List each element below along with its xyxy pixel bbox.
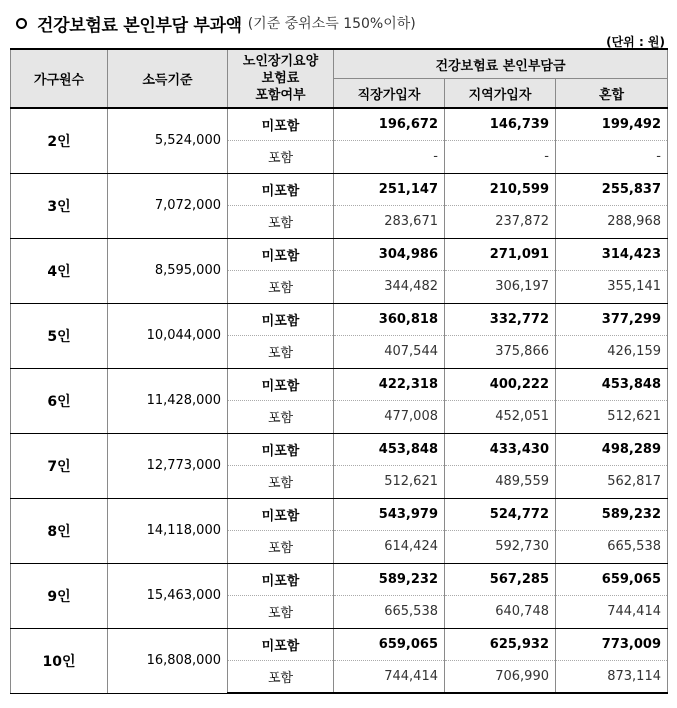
ltc-excluded-label: 미포함 — [228, 108, 334, 141]
header-employee: 직장가입자 — [334, 79, 445, 109]
premium-mixed-cell: 744,414 — [556, 596, 668, 629]
premium-employee-cell: 453,848 — [334, 433, 445, 466]
income-threshold-cell: 16,808,000 — [108, 628, 228, 693]
premium-employee-cell: 589,232 — [334, 563, 445, 596]
ltc-included-label: 포함 — [228, 206, 334, 239]
income-threshold-cell: 10,044,000 — [108, 303, 228, 368]
income-threshold-cell: 7,072,000 — [108, 173, 228, 238]
premium-regional-cell: 332,772 — [445, 303, 556, 336]
family-size-cell: 8인 — [11, 498, 108, 563]
table-row — [11, 303, 668, 336]
premium-employee-cell: 251,147 — [334, 173, 445, 206]
title-main: 건강보험료 본인부담 부과액 — [37, 15, 242, 36]
table-row — [11, 498, 668, 531]
header-mixed: 혼합 — [556, 79, 668, 109]
title-subtitle: (기준 중위소득 150%이하) — [247, 16, 416, 32]
ltc-excluded-label: 미포함 — [228, 498, 334, 531]
header-group: 건강보험료 본인부담금 — [334, 49, 668, 79]
premium-employee-cell: 360,818 — [334, 303, 445, 336]
premium-mixed-cell: 199,492 — [556, 108, 668, 141]
table-row — [11, 433, 668, 466]
premium-employee-cell: 543,979 — [334, 498, 445, 531]
income-threshold-cell: 12,773,000 — [108, 433, 228, 498]
premium-regional-cell: 146,739 — [445, 108, 556, 141]
premium-mixed-cell: 562,817 — [556, 466, 668, 499]
premium-table — [10, 48, 668, 694]
ltc-excluded-label: 미포함 — [228, 368, 334, 401]
circle-bullet-icon — [16, 18, 27, 29]
ltc-included-label: 포함 — [228, 271, 334, 304]
premium-regional-cell: 433,430 — [445, 433, 556, 466]
table-row — [11, 628, 668, 661]
premium-mixed-cell: 773,009 — [556, 628, 668, 661]
premium-employee-cell: 196,672 — [334, 108, 445, 141]
ltc-included-label: 포함 — [228, 141, 334, 174]
family-size-cell: 10인 — [11, 628, 108, 693]
premium-regional-cell: 625,932 — [445, 628, 556, 661]
premium-employee-cell: 407,544 — [334, 336, 445, 369]
ltc-included-label: 포함 — [228, 336, 334, 369]
premium-regional-cell: 271,091 — [445, 238, 556, 271]
premium-regional-cell: 237,872 — [445, 206, 556, 239]
premium-regional-cell: 452,051 — [445, 401, 556, 434]
unit-label: (단위 : 원) — [606, 35, 665, 49]
header-regional: 지역가입자 — [445, 79, 556, 109]
premium-regional-cell: 400,222 — [445, 368, 556, 401]
table-row — [11, 173, 668, 206]
family-size-cell: 4인 — [11, 238, 108, 303]
premium-employee-cell: 512,621 — [334, 466, 445, 499]
ltc-excluded-label: 미포함 — [228, 628, 334, 661]
header-income: 소득기준 — [108, 49, 228, 108]
premium-mixed-cell: 426,159 — [556, 336, 668, 369]
header-ltc-text — [243, 54, 318, 103]
premium-mixed-cell: 498,289 — [556, 433, 668, 466]
premium-mixed-cell: 665,538 — [556, 531, 668, 564]
premium-regional-cell: 706,990 — [445, 661, 556, 694]
header-ltc-line: 포함여부 — [255, 88, 306, 103]
table-row — [11, 563, 668, 596]
ltc-excluded-label: 미포함 — [228, 433, 334, 466]
family-size-cell: 6인 — [11, 368, 108, 433]
family-size-cell: 9인 — [11, 563, 108, 628]
premium-regional-cell: 489,559 — [445, 466, 556, 499]
ltc-included-label: 포함 — [228, 596, 334, 629]
premium-regional-cell: 210,599 — [445, 173, 556, 206]
premium-regional-cell: - — [445, 141, 556, 174]
header-ltc-included — [228, 49, 334, 108]
family-size-cell: 5인 — [11, 303, 108, 368]
premium-mixed-cell: 255,837 — [556, 173, 668, 206]
premium-mixed-cell: 377,299 — [556, 303, 668, 336]
ltc-included-label: 포함 — [228, 531, 334, 564]
premium-mixed-cell: 512,621 — [556, 401, 668, 434]
premium-mixed-cell: 589,232 — [556, 498, 668, 531]
income-threshold-cell: 15,463,000 — [108, 563, 228, 628]
income-threshold-cell: 14,118,000 — [108, 498, 228, 563]
ltc-included-label: 포함 — [228, 661, 334, 694]
ltc-excluded-label: 미포함 — [228, 173, 334, 206]
premium-mixed-cell: 288,968 — [556, 206, 668, 239]
premium-mixed-cell: 873,114 — [556, 661, 668, 694]
premium-regional-cell: 375,866 — [445, 336, 556, 369]
premium-regional-cell: 306,197 — [445, 271, 556, 304]
ltc-included-label: 포함 — [228, 401, 334, 434]
table-row — [11, 238, 668, 271]
premium-employee-cell: 659,065 — [334, 628, 445, 661]
premium-regional-cell: 592,730 — [445, 531, 556, 564]
premium-mixed-cell: 659,065 — [556, 563, 668, 596]
page-title — [16, 10, 416, 36]
premium-employee-cell: 614,424 — [334, 531, 445, 564]
family-size-cell: 3인 — [11, 173, 108, 238]
ltc-excluded-label: 미포함 — [228, 563, 334, 596]
premium-regional-cell: 640,748 — [445, 596, 556, 629]
premium-employee-cell: 422,318 — [334, 368, 445, 401]
premium-employee-cell: 744,414 — [334, 661, 445, 694]
premium-employee-cell: - — [334, 141, 445, 174]
premium-mixed-cell: - — [556, 141, 668, 174]
header-family: 가구원수 — [11, 49, 108, 108]
premium-mixed-cell: 355,141 — [556, 271, 668, 304]
header-ltc-line: 보험료 — [261, 71, 300, 86]
income-threshold-cell: 11,428,000 — [108, 368, 228, 433]
income-threshold-cell: 5,524,000 — [108, 108, 228, 173]
premium-regional-cell: 524,772 — [445, 498, 556, 531]
premium-employee-cell: 665,538 — [334, 596, 445, 629]
premium-mixed-cell: 453,848 — [556, 368, 668, 401]
premium-regional-cell: 567,285 — [445, 563, 556, 596]
ltc-excluded-label: 미포함 — [228, 303, 334, 336]
premium-mixed-cell: 314,423 — [556, 238, 668, 271]
family-size-cell: 2인 — [11, 108, 108, 173]
table-body — [11, 108, 668, 693]
table-row — [11, 368, 668, 401]
ltc-included-label: 포함 — [228, 466, 334, 499]
header-ltc-line: 노인장기요양 — [242, 54, 319, 69]
table-row — [11, 108, 668, 141]
premium-employee-cell: 344,482 — [334, 271, 445, 304]
premium-employee-cell: 304,986 — [334, 238, 445, 271]
premium-employee-cell: 283,671 — [334, 206, 445, 239]
ltc-excluded-label: 미포함 — [228, 238, 334, 271]
premium-employee-cell: 477,008 — [334, 401, 445, 434]
income-threshold-cell: 8,595,000 — [108, 238, 228, 303]
family-size-cell: 7인 — [11, 433, 108, 498]
